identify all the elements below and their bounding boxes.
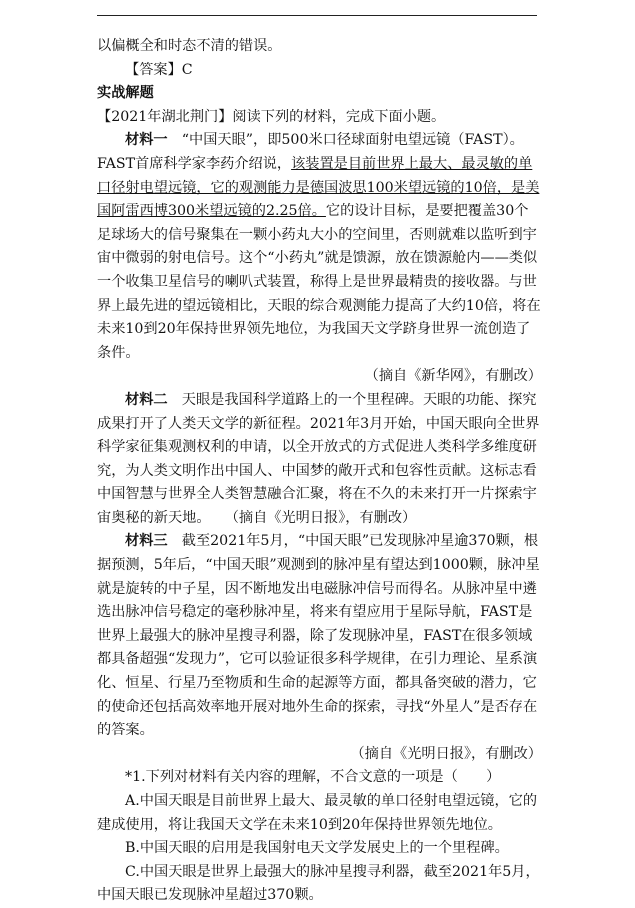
material-1-text-b: 它的设计目标，是要把覆盖30个足球场大的信号聚集在一颗小药丸大小的空间里，否则就难以监听到宇宙中微弱的射电信号。这个“小药丸”就是馈源，放在馈源舱内——类似一个收集卫星信号的喇叭式装置，称得上是世界最精贵的接收器。与世界上最先进的望远镜相比，天眼的综合观测能力提高了大约10倍，将在未来10到20年保持世界领先地位，为我国天文学跻身世界一流创造了条件。 — [97, 203, 541, 361]
section-title: 实战解题 — [97, 85, 154, 102]
previous-answer-tail: 以偏概全和时态不清的错误。 — [97, 38, 282, 54]
material-1 — [97, 129, 542, 365]
material-3-text: 截至2021年5月，“中国天眼”已发现脉冲星逾370颗，根据预测，5年后，“中国天眼”观测到的脉冲星有望达到1000颗，脉冲星就是旋转的中子星，因不断地发出电磁脉冲信号而得名。从脉冲星中遴选出脉冲信号稳定的毫秒脉冲星，将来有望应用于星际导航，FAST是世界上最强大的脉冲星搜寻利器，除了发现脉冲星，FAST在很多领域都具备超强“发现力”，它可以验证很多科学规律，在引力理论、星系演化、恒星、行星乃至物质和生命的起源等方面，都具备突破的潜力，它的使命还包括高效率地开展对地外生命的探索，寻找“外星人”是否存在的答案。 — [97, 533, 540, 739]
question-stem: *1.下列对材料有关内容的理解，不合文意的一项是（ ） — [125, 769, 501, 786]
header-rule — [97, 15, 537, 16]
material-3-citation: （摘自《光明日报》，有删改） — [350, 745, 542, 762]
material-3-label: 材料三 — [125, 533, 168, 550]
material-1-citation: （摘自《新华网》，有删改） — [364, 368, 542, 385]
material-1-label: 材料一 — [125, 132, 168, 149]
question-option-b: B.中国天眼的启用是我国射电天文学发展史上的一个里程碑。 — [125, 840, 509, 857]
answer-line: 【答案】C — [125, 61, 193, 78]
question-option-a: A.中国天眼是目前世界上最大、最灵敏的单口径射电望远镜，它的建成使用，将让我国天文学在未来10到20年保持世界领先地位。 — [97, 793, 538, 833]
source-line: 【2021年湖北荆门】阅读下列的材料，完成下面小题。 — [97, 108, 446, 125]
material-2-label: 材料二 — [125, 391, 168, 408]
material-3 — [97, 530, 542, 742]
document-body — [97, 35, 542, 908]
material-1-text-a: “中国天眼”，即500米口径球面射电望远镜（FAST）。FAST首席科学家李药介绍说， — [97, 132, 524, 172]
material-1-underlined: 该装置是目前世界上最大、最灵敏的单口径射电望远镜，它的观测能力是德国波思100米望远镜的10倍，是美国阿雷西博300米望远镜的2.25倍。 — [97, 155, 540, 220]
material-2-citation: （摘自《光明日报》，有删改） — [224, 509, 417, 526]
question-option-c: C.中国天眼是世界上最强大的脉冲星搜寻利器，截至2021年5月，中国天眼已发现脉冲星超过370颗。 — [97, 863, 540, 904]
material-2 — [97, 389, 542, 531]
material-2-text: 天眼是我国科学道路上的一个里程碑。天眼的功能、探究成果打开了人类天文学的新征程。2021年3月开始，中国天眼向全世界科学家征集观测权利的申请，以全开放式的方式促进人类科学多维度研究，为人类文明作出中国人、中国梦的敞开式和包容性贡献。这标志看中国智慧与世界全人类智慧融合汇聚，将在不久的未来打开一片探索宇宙奥秘的新天地。 — [97, 391, 540, 526]
